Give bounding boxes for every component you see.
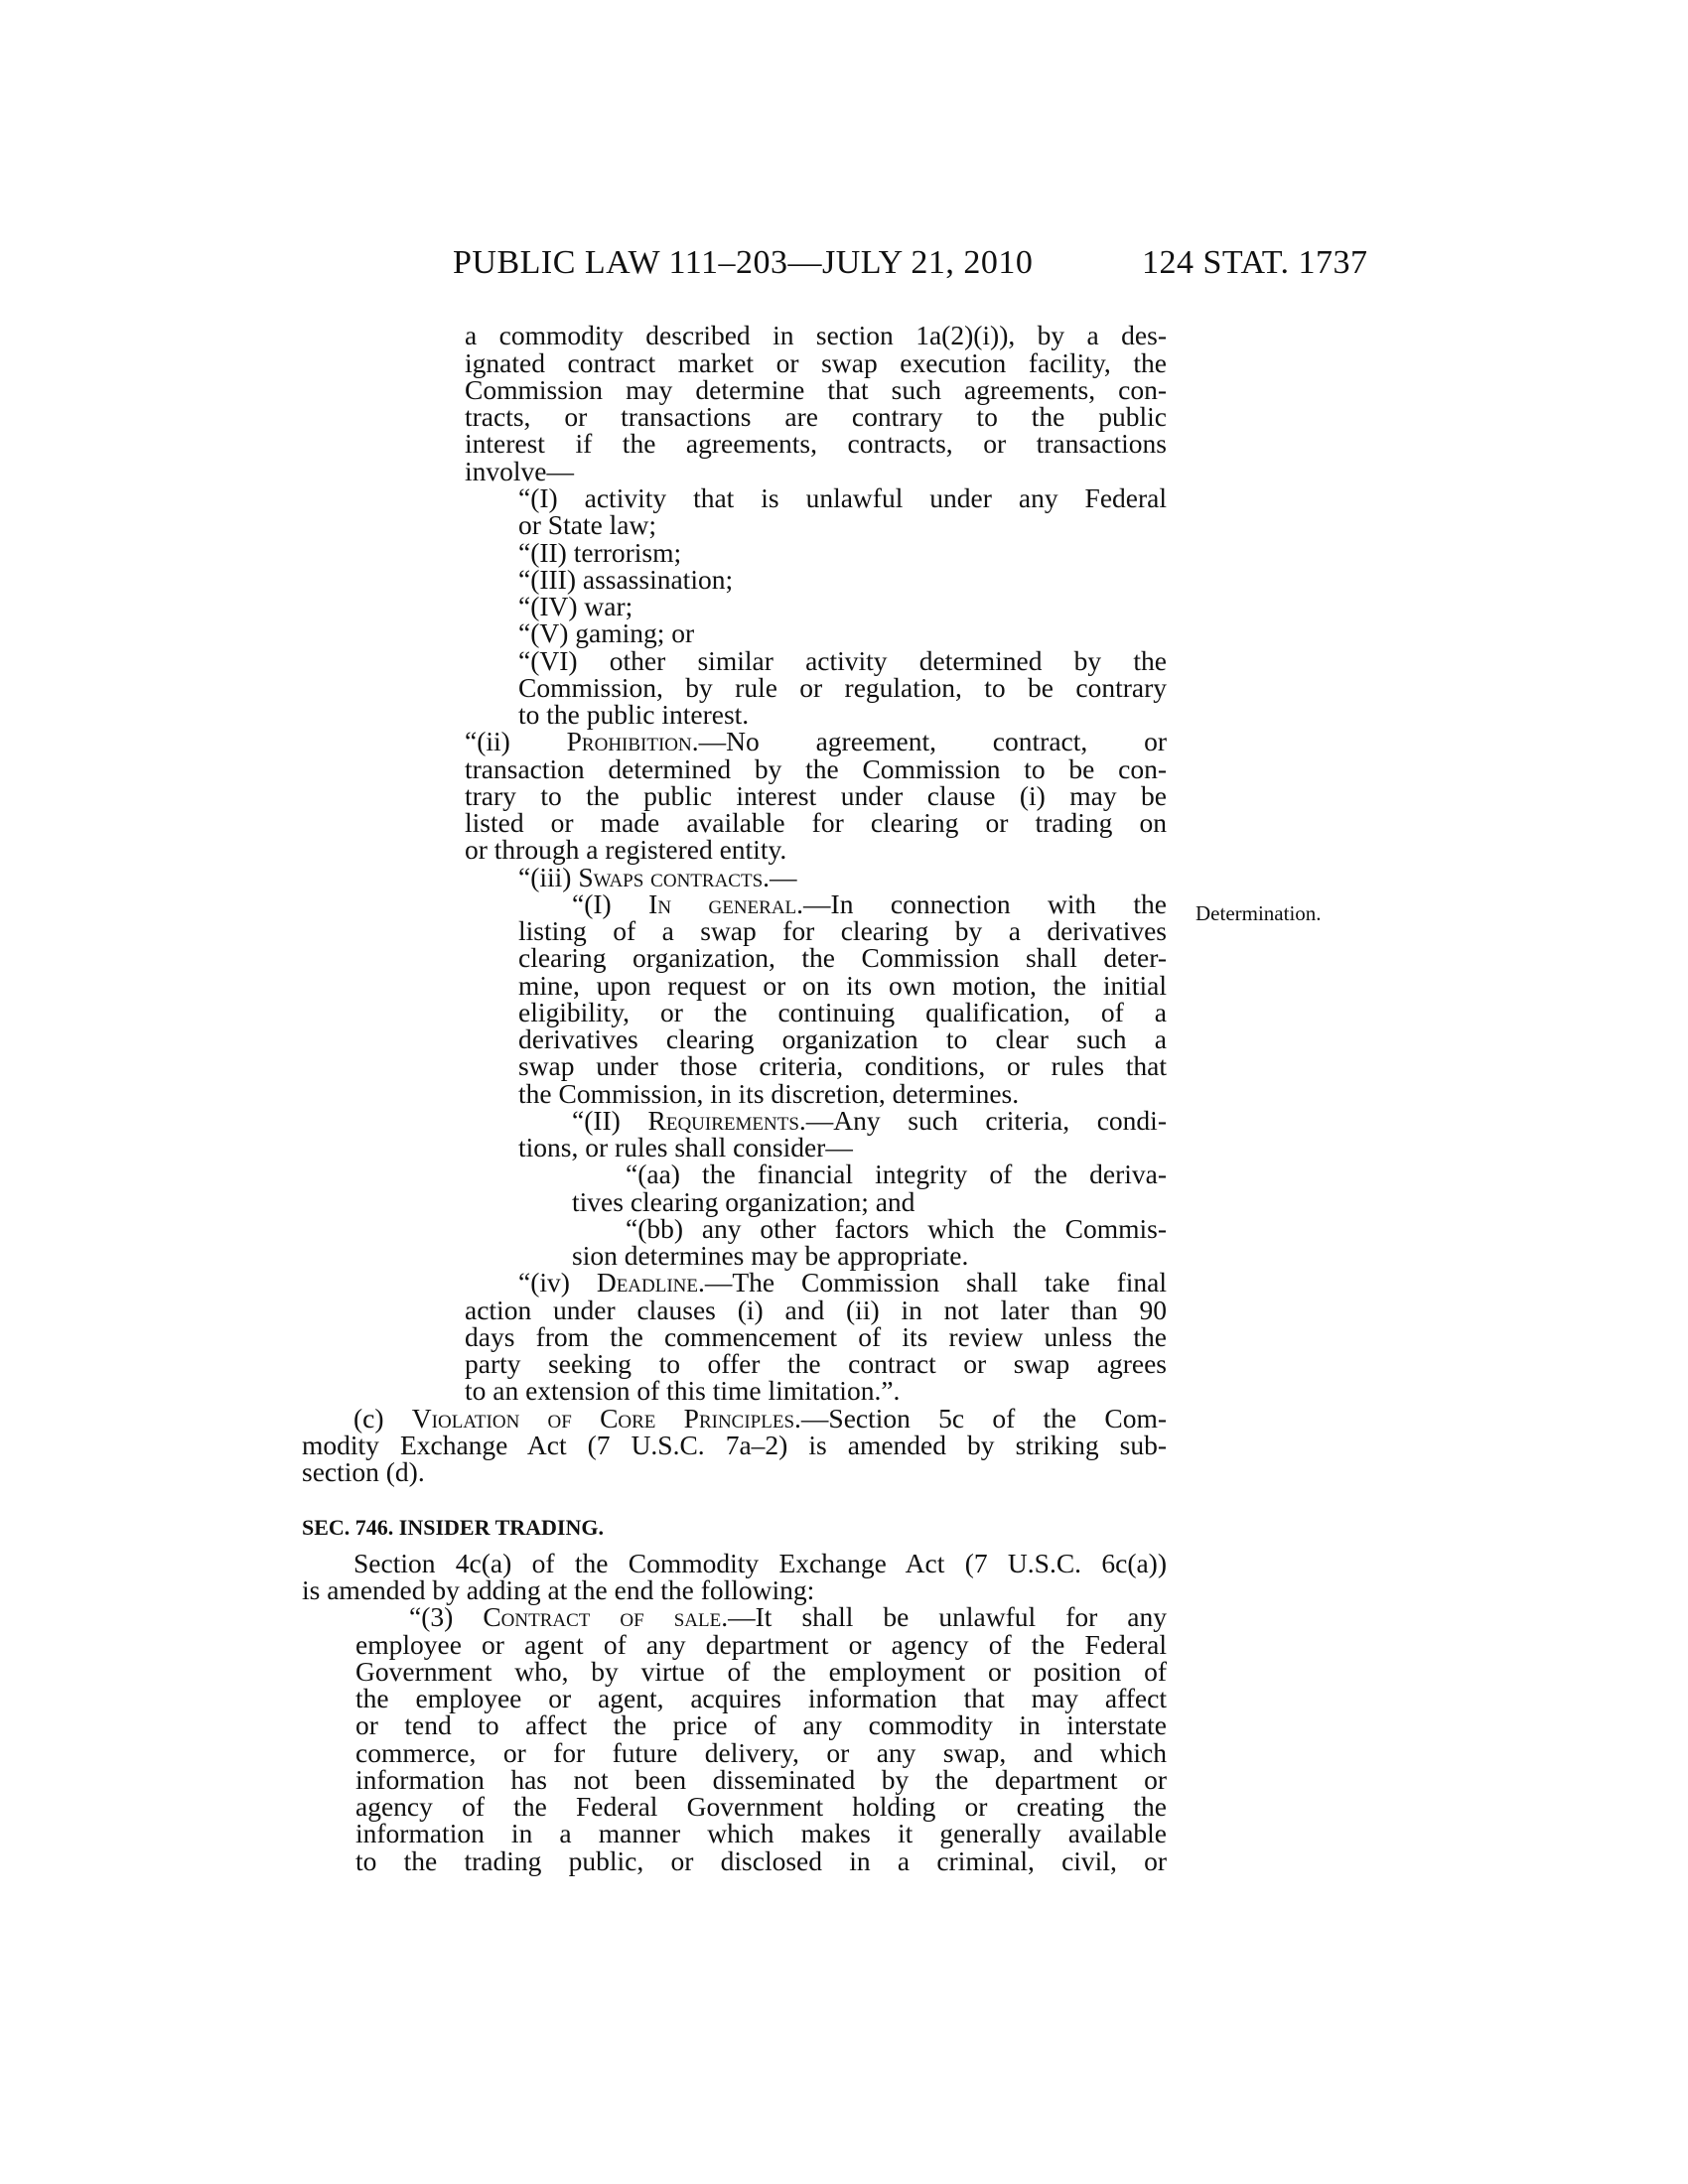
text-line: tives clearing organization; and	[572, 1186, 915, 1217]
text-line: “(IV) war;	[518, 591, 633, 621]
text-line: “(iii) Swaps contracts.—	[518, 862, 797, 892]
text-line: “(III) assassination;	[518, 564, 734, 595]
text-line: Government who, by virtue of the employment or position of	[355, 1656, 1167, 1687]
text-line: tracts, or transactions are contrary to the public	[465, 401, 1167, 432]
text-line: “(3) Contract of sale.—It shall be unlawful for any	[409, 1601, 1167, 1632]
text-line: “(VI) other similar activity determined by the	[518, 645, 1167, 676]
text-line: swap under those criteria, conditions, or rules that	[518, 1050, 1167, 1081]
text-line: Commission, by rule or regulation, to be contrary	[518, 672, 1167, 703]
text-line: commerce, or for future delivery, or any swap, and which	[355, 1737, 1167, 1768]
text-line: information in a manner which makes it generally available	[355, 1818, 1167, 1848]
text-line: “(I) activity that is unlawful under any Federal	[518, 482, 1167, 513]
text-line: to an extension of this time limitation.”.	[465, 1375, 901, 1406]
text-line: or State law;	[518, 509, 656, 540]
text-line: the Commission, in its discretion, determines.	[518, 1078, 1020, 1109]
text-line: “(bb) any other factors which the Commis-	[626, 1213, 1167, 1244]
text-line: interest if the agreements, contracts, or transactions	[465, 428, 1167, 459]
text-line: sion determines may be appropriate.	[572, 1240, 969, 1271]
text-line: ignated contract market or swap execution facility, the	[465, 347, 1167, 378]
text-line: “(V) gaming; or	[518, 617, 695, 648]
text-line: involve—	[465, 456, 574, 486]
text-line: employee or agent of any department or agency of the Federal	[355, 1629, 1167, 1660]
text-line: modity Exchange Act (7 U.S.C. 7a–2) is amended by striking sub-	[302, 1430, 1167, 1460]
text-line: section (d).	[302, 1456, 425, 1487]
margin-note: Determination.	[1196, 901, 1322, 925]
text-line: “(iv) Deadline.—The Commission shall take final	[518, 1267, 1167, 1297]
text-line: clearing organization, the Commission shall deter-	[518, 942, 1167, 973]
text-line: listing of a swap for clearing by a derivatives	[518, 915, 1167, 946]
text-line: “(I) In general.—In connection with the	[572, 888, 1167, 919]
text-line: to the trading public, or disclosed in a criminal, civil, or	[355, 1845, 1167, 1876]
text-line: a commodity described in section 1a(2)(i)), by a des-	[465, 320, 1167, 350]
text-line: “(ii) Prohibition.—No agreement, contract, or	[465, 726, 1167, 756]
running-header-title: PUBLIC LAW 111–203—JULY 21, 2010	[453, 244, 1034, 281]
text-line: “(aa) the financial integrity of the deriva-	[626, 1159, 1167, 1189]
text-line: “(II) terrorism;	[518, 537, 682, 568]
text-line: party seeking to offer the contract or swap agrees	[465, 1348, 1167, 1379]
section-heading: SEC. 746. INSIDER TRADING.	[302, 1515, 604, 1540]
text-line: days from the commencement of its review unless the	[465, 1321, 1167, 1352]
text-line: Section 4c(a) of the Commodity Exchange Act (7 U.S.C. 6c(a))	[353, 1548, 1167, 1578]
text-line: action under clauses (i) and (ii) in not later than 90	[465, 1295, 1167, 1325]
text-line: or through a registered entity.	[465, 834, 787, 865]
text-line: eligibility, or the continuing qualification, of a	[518, 997, 1167, 1027]
text-line: listed or made available for clearing or trading on	[465, 807, 1167, 838]
text-line: tions, or rules shall consider—	[518, 1132, 853, 1162]
text-line: to the public interest.	[518, 699, 750, 730]
text-line: “(II) Requirements.—Any such criteria, condi-	[572, 1105, 1167, 1136]
text-line: information has not been disseminated by the department or	[355, 1764, 1167, 1795]
text-line: transaction determined by the Commission to be con-	[465, 753, 1167, 784]
text-line: or tend to affect the price of any commodity in interstate	[355, 1709, 1167, 1740]
text-line: is amended by adding at the end the following:	[302, 1574, 815, 1605]
text-line: (c) Violation of Core Principles.—Section 5c of the Com-	[353, 1403, 1167, 1433]
running-header-page-number: 124 STAT. 1737	[1142, 244, 1368, 281]
text-line: trary to the public interest under clause (i) may be	[465, 780, 1167, 811]
text-line: the employee or agent, acquires information that may affect	[355, 1683, 1167, 1713]
text-line: agency of the Federal Government holding or creating the	[355, 1791, 1167, 1822]
text-line: mine, upon request or on its own motion, the initial	[518, 970, 1167, 1001]
text-line: Commission may determine that such agreements, con-	[465, 374, 1167, 405]
text-line: derivatives clearing organization to clear such a	[518, 1024, 1167, 1054]
